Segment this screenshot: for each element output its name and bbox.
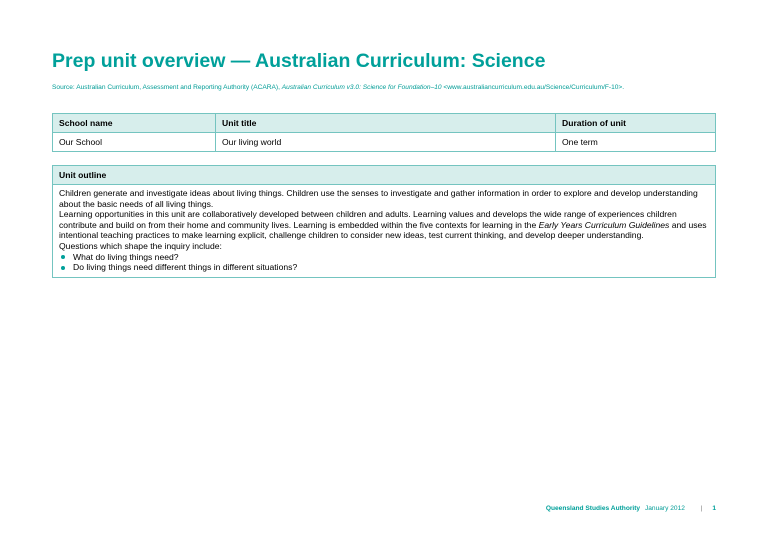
paragraph-2-text-a: Learning opportunities in this unit are collaboratively developed between children and adults. Learning values and develops the wide range of experiences children contribute and build on from their home and community lives. Learning is embedded within the five contexts for learning in the [59, 209, 677, 230]
value-duration: One term [556, 133, 716, 152]
list-item: Do living things need different things in different situations? [59, 262, 709, 273]
unit-outline-heading: Unit outline [53, 166, 715, 185]
header-unit-title: Unit title [216, 114, 556, 133]
info-header-row [53, 114, 716, 133]
unit-outline-box [52, 165, 716, 278]
source-suffix: <www.australiancurriculum.edu.au/Science/Curriculum/F-10>. [441, 84, 625, 91]
value-school-name: Our School [53, 133, 216, 152]
footer-separator: | [700, 505, 703, 512]
outline-paragraph-2 [59, 209, 709, 241]
outline-paragraph-1: Children generate and investigate ideas about living things. Children use the senses to investigate and gather information in order to explore and develop understanding about the basic needs of all living things. [59, 188, 698, 209]
questions-intro: Questions which shape the inquiry include: [59, 240, 222, 251]
footer-organisation: Queensland Studies Authority [545, 505, 641, 512]
source-citation [52, 84, 624, 91]
footer-date: January 2012 [644, 505, 685, 512]
unit-outline-body [53, 185, 715, 277]
unit-info-table [52, 113, 716, 152]
questions-list [59, 252, 709, 273]
info-value-row [53, 133, 716, 152]
paragraph-2-text-b: and uses intentional teaching practices to make learning explicit, challenge children to consider new ideas, test current thinking, and develop deeper understanding. [59, 219, 707, 241]
header-duration: Duration of unit [556, 114, 716, 133]
list-item: What do living things need? [59, 252, 709, 263]
page-number: 1 [712, 505, 716, 512]
page-title: Prep unit overview — Australian Curriculum: Science [52, 50, 546, 72]
page-footer [546, 505, 716, 512]
header-school-name: School name [53, 114, 216, 133]
paragraph-2-guidelines: Early Years Curriculum Guidelines [538, 219, 670, 230]
value-unit-title: Our living world [216, 133, 556, 152]
source-title: Australian Curriculum v3.0: Science for Foundation–10 [281, 84, 442, 91]
source-prefix: Source: Australian Curriculum, Assessment and Reporting Authority (ACARA), [52, 84, 282, 91]
